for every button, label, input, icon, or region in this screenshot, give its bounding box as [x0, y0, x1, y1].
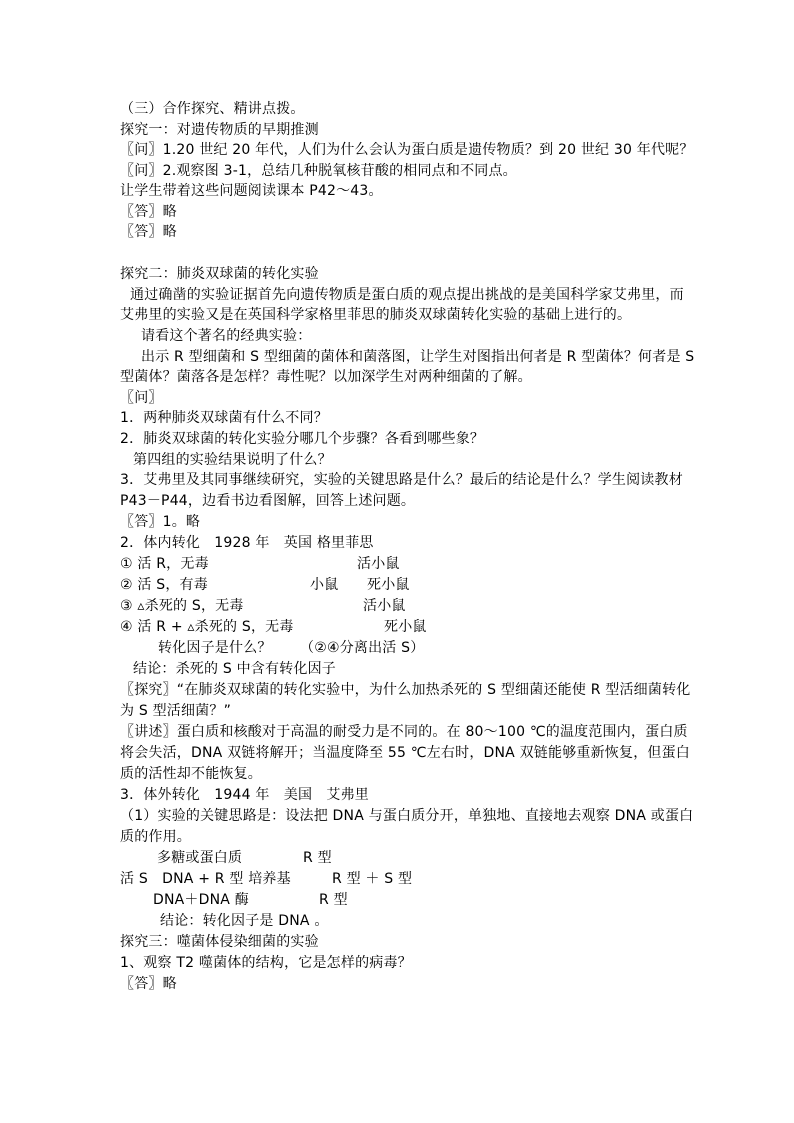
explanation-line: 质的活性却不能恢复。: [120, 766, 262, 782]
transforming-factor-note: （②④分离出活 S）: [300, 640, 425, 656]
diagram-item: 活 S DNA + R 型 培养基: [120, 871, 291, 887]
diagram-result: R 型 ＋ S 型: [332, 871, 413, 887]
diagram-item: 多糖或蛋白质: [157, 850, 243, 866]
answer-line: 〖答〗略: [120, 976, 177, 992]
paragraph-line: 出示 R 型细菌和 S 型细菌的菌体和菌落图，让学生对图指出何者是 R 型菌体？何者是 S: [141, 349, 695, 365]
explanation-line: 〖讲述〗蛋白质和核酸对于高温的耐受力是不同的。在 80～100 ℃的温度范围内，蛋白质: [120, 724, 688, 740]
question-item: 第四组的实验结果说明了什么？: [133, 452, 332, 468]
key-idea-line: 质的作用。: [120, 829, 191, 845]
question-item: 1．两种肺炎双球菌有什么不同？: [120, 410, 328, 426]
experiment-middle: 小鼠: [310, 577, 339, 593]
diagram-result: R 型: [303, 850, 332, 866]
paragraph-line: 型菌体？菌落各是怎样？毒性呢？以加深学生对两种细菌的了解。: [120, 369, 532, 385]
answer-1: 〖答〗略: [120, 204, 177, 220]
question-item: 1、观察 T2 噬菌体的结构，它是怎样的病毒？: [120, 955, 412, 971]
experiment-result: 死小鼠: [384, 619, 427, 635]
diagram-item: DNA＋DNA 酶: [153, 892, 249, 908]
question-2: 〖问〗2.观察图 3-1，总结几种脱氧核苷酸的相同点和不同点。: [120, 163, 517, 179]
inquiry-2-title: 探究二：肺炎双球菌的转化实验: [120, 266, 319, 282]
in-vitro-heading: 3．体外转化 1944 年 美国 艾弗里: [120, 787, 369, 803]
paragraph-line: 艾弗里的实验又是在英国科学家格里菲思的肺炎双球菌转化实验的基础上进行的。: [120, 307, 632, 323]
question-1: 〖问〗1.20 世纪 20 年代，人们为什么会认为蛋白质是遗传物质？到 20 世纪 30 年代呢？: [120, 142, 694, 158]
reading-instruction: 让学生带着这些问题阅读课本 P42～43。: [120, 183, 383, 199]
experiment-result: 活小鼠: [357, 556, 400, 572]
conclusion-line: 结论：转化因子是 DNA 。: [160, 913, 329, 929]
explanation-line: 将会失活，DNA 双链将解开；当温度降至 55 ℃左右时，DNA 双链能够重新恢复，但蛋白: [120, 745, 690, 761]
transforming-factor-question: 转化因子是什么？: [158, 640, 272, 656]
experiment-step: ② 活 S，有毒: [120, 577, 208, 593]
paragraph-line: 请看这个著名的经典实验：: [141, 328, 312, 344]
question-label: 〖问〗: [120, 390, 163, 406]
experiment-result: 活小鼠: [363, 598, 406, 614]
inquiry-question: 〖探究〗“在肺炎双球菌的转化实验中，为什么加热杀死的 S 型细菌还能使 R 型活细菌转化: [120, 682, 691, 698]
section-heading: （三）合作探究、精讲点拨。: [120, 101, 305, 117]
in-vivo-heading: 2．体内转化 1928 年 英国 格里菲思: [120, 535, 374, 551]
question-item: 3．艾弗里及其同事继续研究，实验的关键思路是什么？最后的结论是什么？学生阅读教材: [120, 472, 683, 488]
inquiry-question: 为 S 型活细菌？”: [120, 703, 232, 719]
experiment-step: ④ 活 R + ▵杀死的 S，无毒: [120, 619, 294, 635]
conclusion-line: 结论：杀死的 S 中含有转化因子: [133, 661, 336, 677]
key-idea-line: （1）实验的关键思路是：设法把 DNA 与蛋白质分开，单独地、直接地去观察 DNA 或蛋白: [120, 808, 694, 824]
experiment-result: 死小鼠: [367, 577, 410, 593]
paragraph-line: 通过确凿的实验证据首先向遗传物质是蛋白质的观点提出挑战的是美国科学家艾弗里，而: [130, 287, 684, 303]
experiment-step: ① 活 R，无毒: [120, 556, 209, 572]
experiment-step: ③ ▵杀死的 S，无毒: [120, 598, 244, 614]
question-item: 2．肺炎双球菌的转化实验分哪几个步骤？各看到哪些象？: [120, 431, 485, 447]
answer-line: 〖答〗1。略: [120, 514, 201, 530]
diagram-result: R 型: [319, 892, 348, 908]
inquiry-1-title: 探究一：对遗传物质的早期推测: [120, 122, 319, 138]
inquiry-3-title: 探究三：噬菌体侵染细菌的实验: [120, 934, 319, 950]
question-item: P43－P44，边看书边看图解，回答上述问题。: [120, 493, 416, 509]
answer-2: 〖答〗略: [120, 224, 177, 240]
